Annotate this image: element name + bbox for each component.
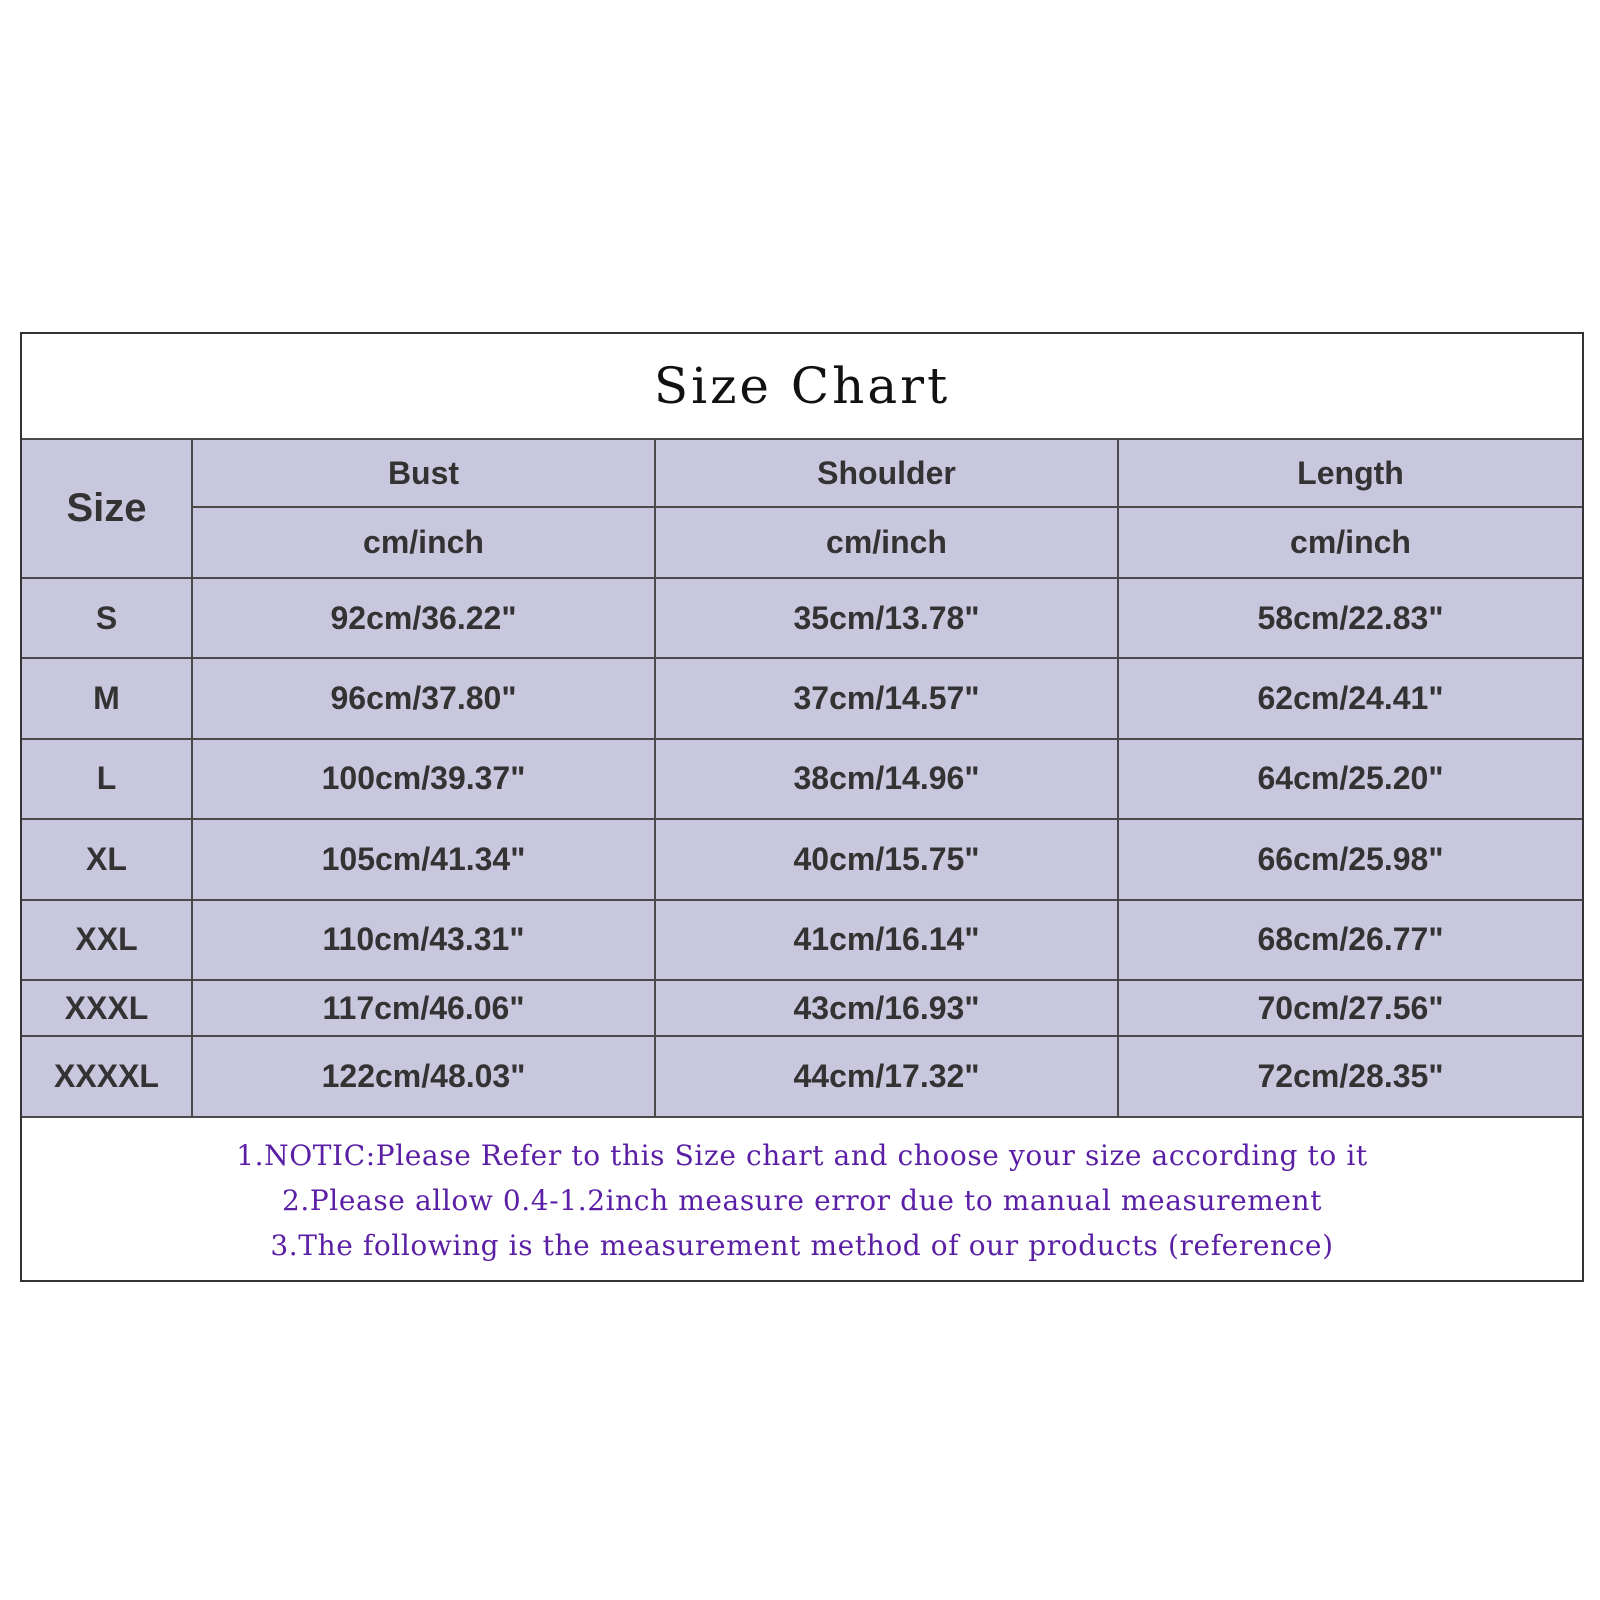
note-line: 1.NOTIC:Please Refer to this Size chart and choose your size according to it [236, 1138, 1368, 1172]
table-row [22, 980, 1582, 1036]
shoulder-cell: 44cm/17.32" [655, 1036, 1118, 1117]
size-cell: XXL [22, 900, 192, 980]
shoulder-cell: 40cm/15.75" [655, 819, 1118, 899]
size-cell: XXXL [22, 980, 192, 1036]
shoulder-column-header: Shoulder [655, 439, 1118, 507]
bust-cell: 117cm/46.06" [192, 980, 655, 1036]
shoulder-cell: 41cm/16.14" [655, 900, 1118, 980]
header-row-names [22, 439, 1582, 507]
size-column-header: Size [22, 439, 192, 578]
length-cell: 62cm/24.41" [1118, 658, 1582, 738]
bust-cell: 100cm/39.37" [192, 739, 655, 819]
bust-cell: 92cm/36.22" [192, 578, 655, 658]
shoulder-cell: 35cm/13.78" [655, 578, 1118, 658]
chart-title: Size Chart [653, 357, 951, 415]
size-cell: XXXXL [22, 1036, 192, 1117]
length-cell: 68cm/26.77" [1118, 900, 1582, 980]
table-row [22, 658, 1582, 738]
length-cell: 66cm/25.98" [1118, 819, 1582, 899]
length-unit-header: cm/inch [1118, 507, 1582, 577]
shoulder-cell: 38cm/14.96" [655, 739, 1118, 819]
length-column-header: Length [1118, 439, 1582, 507]
note-line: 3.The following is the measurement method of our products (reference) [270, 1228, 1334, 1262]
header-row-units [22, 507, 1582, 577]
bust-unit-header: cm/inch [192, 507, 655, 577]
note-line: 2.Please allow 0.4-1.2inch measure error due to manual measurement [281, 1183, 1323, 1217]
shoulder-unit-header: cm/inch [655, 507, 1118, 577]
size-cell: S [22, 578, 192, 658]
size-cell: M [22, 658, 192, 738]
bust-cell: 110cm/43.31" [192, 900, 655, 980]
table-row [22, 900, 1582, 980]
bust-column-header: Bust [192, 439, 655, 507]
length-cell: 70cm/27.56" [1118, 980, 1582, 1036]
bust-cell: 105cm/41.34" [192, 819, 655, 899]
size-cell: XL [22, 819, 192, 899]
length-cell: 58cm/22.83" [1118, 578, 1582, 658]
size-cell: L [22, 739, 192, 819]
notes-section [22, 1118, 1582, 1282]
size-chart-frame [20, 332, 1584, 1282]
shoulder-cell: 43cm/16.93" [655, 980, 1118, 1036]
bust-cell: 96cm/37.80" [192, 658, 655, 738]
table-row [22, 578, 1582, 658]
table-row [22, 739, 1582, 819]
table-row [22, 1036, 1582, 1117]
bust-cell: 122cm/48.03" [192, 1036, 655, 1117]
size-table [22, 438, 1582, 1118]
table-row [22, 819, 1582, 899]
length-cell: 64cm/25.20" [1118, 739, 1582, 819]
shoulder-cell: 37cm/14.57" [655, 658, 1118, 738]
length-cell: 72cm/28.35" [1118, 1036, 1582, 1117]
